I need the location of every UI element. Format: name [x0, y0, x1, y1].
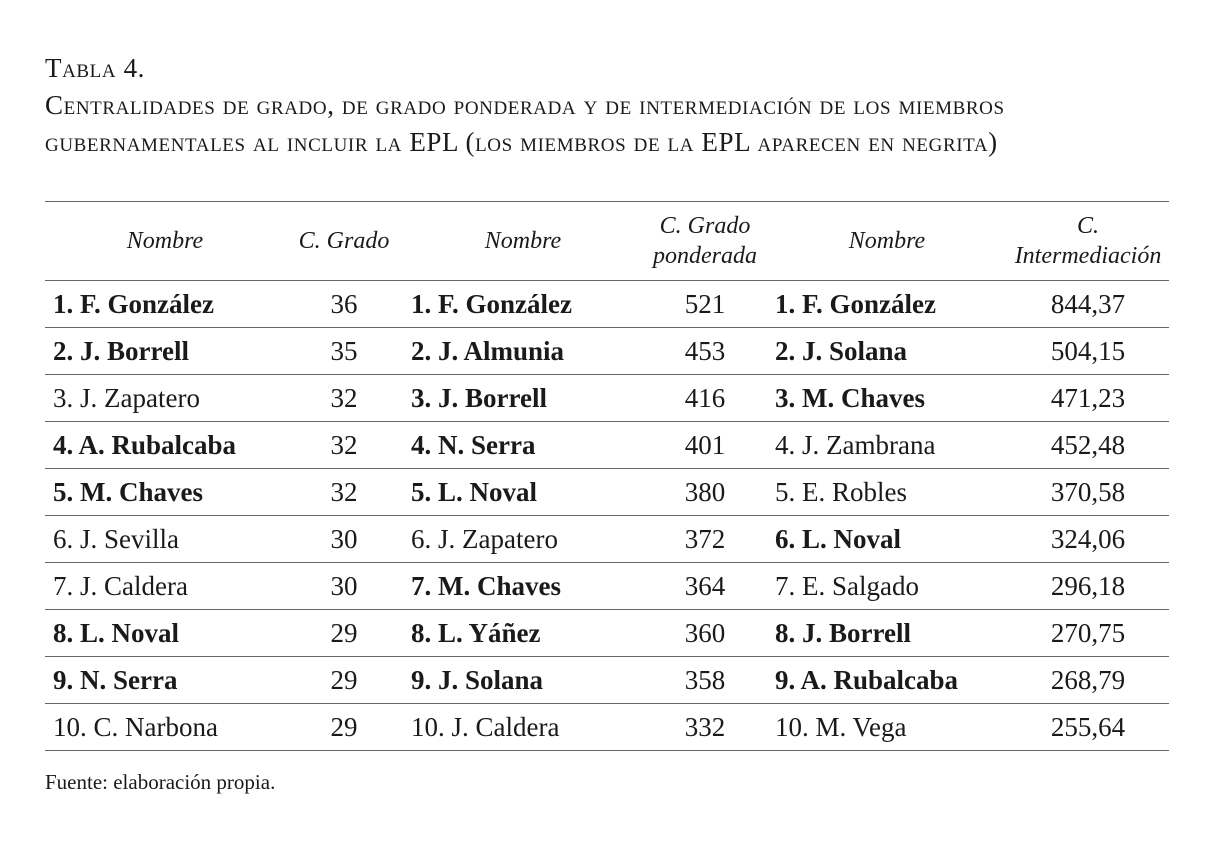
cell-c-grado: 29: [285, 704, 403, 751]
cell-nombre-intermediacion: 8. J. Borrell: [767, 610, 1007, 657]
cell-nombre-ponderada: 6. J. Zapatero: [403, 516, 643, 563]
cell-c-grado-ponderada: 453: [643, 328, 767, 375]
cell-c-grado-ponderada: 358: [643, 657, 767, 704]
table-row: [45, 422, 1169, 469]
cell-c-grado-ponderada: 360: [643, 610, 767, 657]
cell-nombre-grado: 10. C. Narbona: [45, 704, 285, 751]
cell-nombre-intermediacion: 6. L. Noval: [767, 516, 1007, 563]
table-source-note: Fuente: elaboración propia.: [45, 770, 276, 794]
cell-c-grado-ponderada: 401: [643, 422, 767, 469]
table-row: [45, 563, 1169, 610]
cell-nombre-grado: 8. L. Noval: [45, 610, 285, 657]
header-nombre-3: Nombre: [767, 202, 1007, 281]
cell-c-intermediacion: 370,58: [1007, 469, 1169, 516]
cell-c-grado-ponderada: 364: [643, 563, 767, 610]
cell-c-intermediacion: 504,15: [1007, 328, 1169, 375]
cell-nombre-grado: 3. J. Zapatero: [45, 375, 285, 422]
cell-nombre-grado: 7. J. Caldera: [45, 563, 285, 610]
cell-c-grado: 32: [285, 469, 403, 516]
header-c-intermediacion-line-2: Intermediación: [1014, 243, 1162, 269]
cell-nombre-intermediacion: 9. A. Rubalcaba: [767, 657, 1007, 704]
table-row: [45, 704, 1169, 751]
cell-nombre-intermediacion: 4. J. Zambrana: [767, 422, 1007, 469]
cell-nombre-grado: 1. F. González: [45, 281, 285, 328]
cell-nombre-grado: 5. M. Chaves: [45, 469, 285, 516]
header-row: [45, 202, 1169, 281]
table-body: [45, 281, 1169, 751]
header-c-grado-ponderada-line-1: C. Grado: [659, 213, 751, 239]
table-title-line-1: Centralidades de grado, de grado ponderada y de intermediación de los miembros: [45, 90, 1005, 120]
table-row: [45, 610, 1169, 657]
table-row: [45, 469, 1169, 516]
cell-c-grado-ponderada: 332: [643, 704, 767, 751]
cell-c-grado: 30: [285, 563, 403, 610]
header-nombre-1: Nombre: [45, 202, 285, 281]
cell-c-grado: 32: [285, 375, 403, 422]
cell-nombre-ponderada: 2. J. Almunia: [403, 328, 643, 375]
header-c-intermediacion-line-1: C.: [1076, 213, 1099, 239]
header-c-grado: C. Grado: [285, 202, 403, 281]
cell-nombre-intermediacion: 10. M. Vega: [767, 704, 1007, 751]
cell-nombre-ponderada: 5. L. Noval: [403, 469, 643, 516]
cell-nombre-grado: 6. J. Sevilla: [45, 516, 285, 563]
cell-nombre-ponderada: 9. J. Solana: [403, 657, 643, 704]
centrality-table: [45, 201, 1169, 751]
cell-c-intermediacion: 324,06: [1007, 516, 1169, 563]
cell-c-grado-ponderada: 416: [643, 375, 767, 422]
cell-c-intermediacion: 255,64: [1007, 704, 1169, 751]
cell-c-grado: 29: [285, 657, 403, 704]
cell-c-intermediacion: 844,37: [1007, 281, 1169, 328]
cell-nombre-ponderada: 7. M. Chaves: [403, 563, 643, 610]
table-row: [45, 328, 1169, 375]
cell-nombre-ponderada: 3. J. Borrell: [403, 375, 643, 422]
cell-c-intermediacion: 452,48: [1007, 422, 1169, 469]
cell-nombre-intermediacion: 1. F. González: [767, 281, 1007, 328]
table-row: [45, 375, 1169, 422]
table-title-line-2: gubernamentales al incluir la EPL (los miembros de la EPL aparecen en negrita): [45, 127, 998, 157]
cell-c-grado: 30: [285, 516, 403, 563]
cell-c-grado: 32: [285, 422, 403, 469]
cell-c-grado-ponderada: 521: [643, 281, 767, 328]
cell-nombre-intermediacion: 5. E. Robles: [767, 469, 1007, 516]
cell-nombre-intermediacion: 3. M. Chaves: [767, 375, 1007, 422]
table-row: [45, 281, 1169, 328]
cell-c-grado: 36: [285, 281, 403, 328]
cell-nombre-intermediacion: 2. J. Solana: [767, 328, 1007, 375]
cell-c-grado-ponderada: 380: [643, 469, 767, 516]
cell-c-intermediacion: 296,18: [1007, 563, 1169, 610]
cell-nombre-grado: 9. N. Serra: [45, 657, 285, 704]
cell-c-grado: 29: [285, 610, 403, 657]
table-caption: [45, 50, 1175, 161]
header-nombre-2: Nombre: [403, 202, 643, 281]
cell-nombre-ponderada: 1. F. González: [403, 281, 643, 328]
cell-nombre-ponderada: 8. L. Yáñez: [403, 610, 643, 657]
header-c-grado-ponderada: [643, 202, 767, 281]
cell-c-intermediacion: 270,75: [1007, 610, 1169, 657]
cell-nombre-ponderada: 4. N. Serra: [403, 422, 643, 469]
table-row: [45, 516, 1169, 563]
cell-nombre-grado: 2. J. Borrell: [45, 328, 285, 375]
cell-c-grado-ponderada: 372: [643, 516, 767, 563]
cell-c-intermediacion: 471,23: [1007, 375, 1169, 422]
cell-c-grado: 35: [285, 328, 403, 375]
cell-nombre-ponderada: 10. J. Caldera: [403, 704, 643, 751]
table-label: Tabla 4.: [45, 53, 146, 83]
header-c-intermediacion: [1007, 202, 1169, 281]
table-row: [45, 657, 1169, 704]
cell-nombre-intermediacion: 7. E. Salgado: [767, 563, 1007, 610]
header-c-grado-ponderada-line-2: ponderada: [653, 243, 757, 269]
cell-nombre-grado: 4. A. Rubalcaba: [45, 422, 285, 469]
cell-c-intermediacion: 268,79: [1007, 657, 1169, 704]
